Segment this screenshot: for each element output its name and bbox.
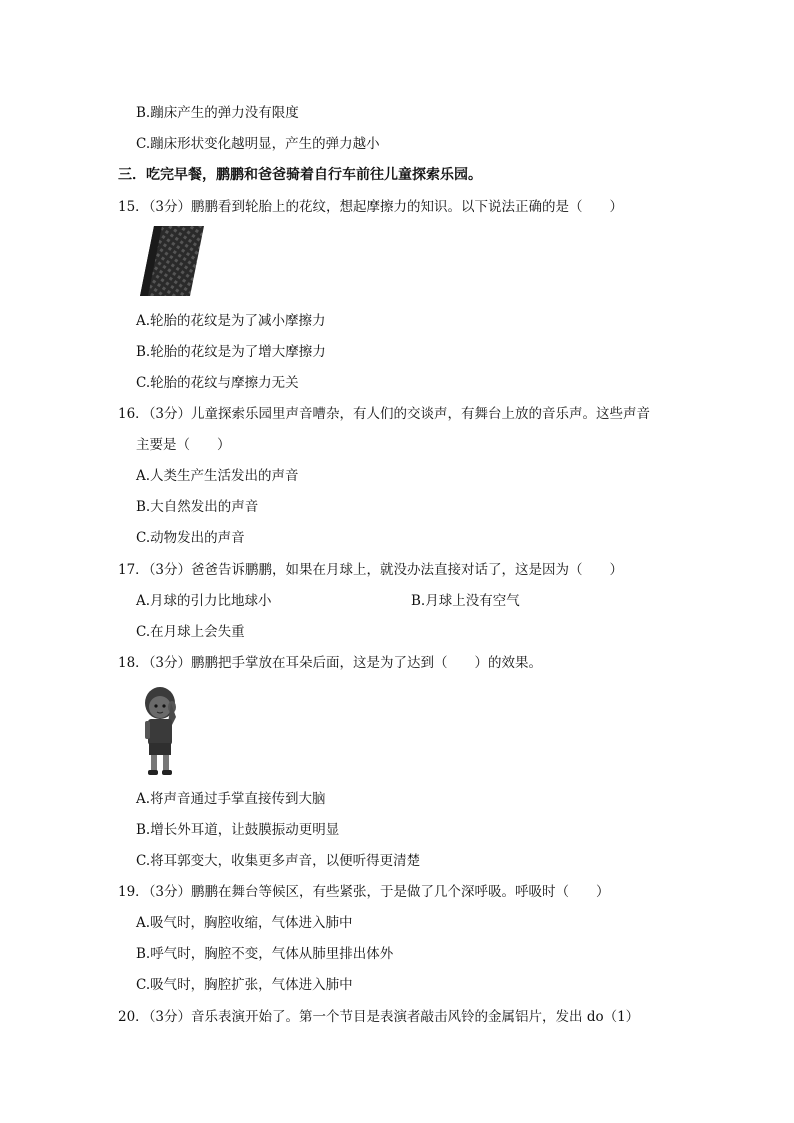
- question-19-stem: 19．（3分）鹏鹏在舞台等候区，有些紧张，于是做了几个深呼吸。呼吸时（ ）: [118, 884, 610, 900]
- question-18-stem: 18．（3分）鹏鹏把手掌放在耳朵后面，这是为了达到（ ）的效果。: [118, 655, 543, 671]
- question-17-option-a[interactable]: A.月球的引力比地球小: [136, 593, 272, 609]
- question-17-stem: 17．（3分）爸爸告诉鹏鹏，如果在月球上，就没办法直接对话了，这是因为（ ）: [118, 562, 624, 578]
- question-15-option-b[interactable]: B.轮胎的花纹是为了增大摩擦力: [136, 344, 326, 360]
- question-19-option-c[interactable]: C.吸气时，胸腔扩张，气体进入肺中: [136, 977, 353, 993]
- question-18-option-a[interactable]: A.将声音通过手掌直接传到大脑: [136, 791, 326, 807]
- question-15-option-c[interactable]: C.轮胎的花纹与摩擦力无关: [136, 375, 299, 391]
- question-16-stem: 16．（3分）儿童探索乐园里声音嘈杂，有人们的交谈声，有舞台上放的音乐声。这些声音: [118, 406, 651, 422]
- question-17-option-b[interactable]: B.月球上没有空气: [411, 593, 520, 609]
- question-17-option-c[interactable]: C.在月球上会失重: [136, 624, 245, 640]
- question-16-option-a[interactable]: A.人类生产生活发出的声音: [136, 468, 299, 484]
- option-b-previous[interactable]: B.蹦床产生的弹力没有限度: [136, 105, 299, 121]
- question-16-stem-cont: 主要是（ ）: [136, 437, 231, 453]
- question-16-option-c[interactable]: C.动物发出的声音: [136, 530, 245, 546]
- section-heading: 三．吃完早餐，鹏鹏和爸爸骑着自行车前往儿童探索乐园。: [118, 167, 482, 183]
- question-20-stem: 20．（3分）音乐表演开始了。第一个节目是表演者敲击风铃的金属铝片，发出 do（1）: [118, 1009, 640, 1025]
- question-19-option-b[interactable]: B.呼气时，胸腔不变，气体从肺里排出体外: [136, 946, 394, 962]
- option-c-previous[interactable]: C.蹦床形状变化越明显，产生的弹力越小: [136, 136, 380, 152]
- question-19-option-a[interactable]: A.吸气时，胸腔收缩，气体进入肺中: [136, 915, 353, 931]
- question-16-option-b[interactable]: B.大自然发出的声音: [136, 499, 259, 515]
- question-18-option-b[interactable]: B.增长外耳道，让鼓膜振动更明显: [136, 822, 340, 838]
- question-18-option-c[interactable]: C.将耳郭变大，收集更多声音，以便听得更清楚: [136, 853, 421, 869]
- question-15-option-a[interactable]: A.轮胎的花纹是为了减小摩擦力: [136, 313, 326, 329]
- child-listening-image: [138, 683, 182, 777]
- question-15-stem: 15．（3分）鹏鹏看到轮胎上的花纹，想起摩擦力的知识。以下说法正确的是（ ）: [118, 199, 624, 215]
- tire-tread-image: [140, 226, 204, 296]
